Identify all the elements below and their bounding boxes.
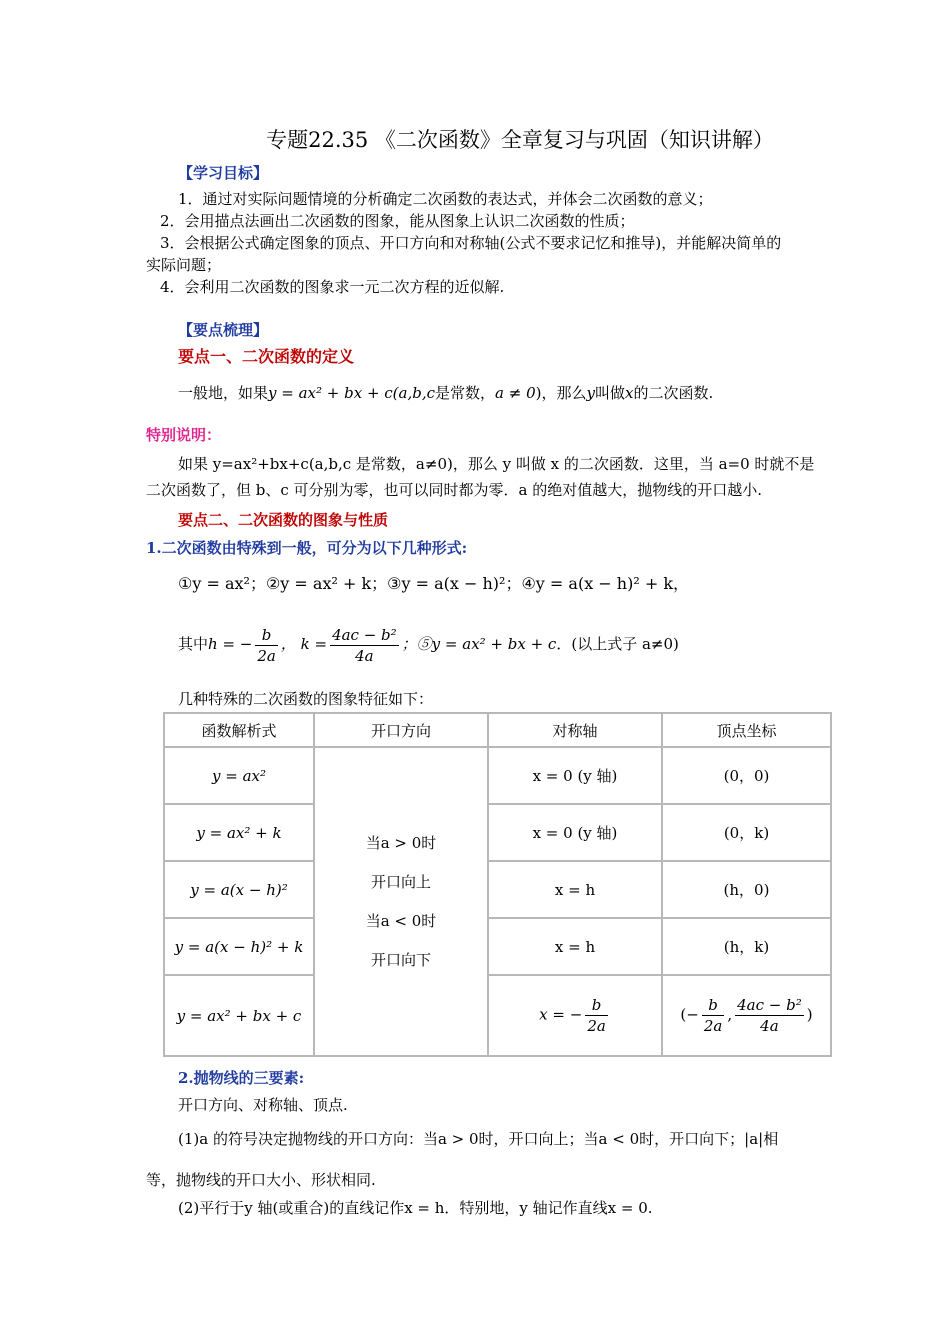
special-note-line-2: 二次函数了，但 b、c 可分别为零，也可以同时都为零．a 的绝对值越大，抛物线的开口越小. — [146, 481, 763, 499]
row-formula: y = a(x − h)² + k — [164, 918, 314, 975]
direction-line-2: 开口向上 — [370, 872, 431, 891]
direction-line-1: 当a > 0时 — [365, 833, 437, 852]
row-axis: x = h — [488, 918, 662, 975]
properties-table — [163, 712, 832, 1057]
row-axis: x = 0 (y 轴) — [488, 747, 662, 804]
header-vertex: 顶点坐标 — [662, 713, 831, 747]
table-intro: 几种特殊的二次函数的图象特征如下： — [178, 690, 434, 708]
direction-cell — [314, 747, 488, 1056]
goals-heading: 【学习目标】 — [178, 164, 269, 182]
forms-line: ①y = ax²；②y = ax² + k；③y = a(x − h)²；④y = a(x − h)² + k， — [178, 574, 690, 593]
row-vertex: (0，0) — [662, 747, 831, 804]
row-axis: x = − $\frac{b}{2a}$ — [488, 975, 662, 1056]
direction-line-4: 开口向下 — [370, 950, 431, 969]
table-row — [164, 918, 831, 975]
table-row — [164, 975, 831, 1056]
goal-item-1: 1．通过对实际问题情境的分析确定二次函数的表达式，并体会二次函数的意义； — [178, 190, 713, 208]
point2-heading: 要点二、二次函数的图象与性质 — [178, 511, 389, 529]
header-direction: 开口方向 — [314, 713, 488, 747]
table-row — [164, 861, 831, 918]
goal-item-2: 2．会用描点法画出二次函数的图象，能从图象上认识二次函数的性质； — [160, 212, 635, 230]
header-axis: 对称轴 — [488, 713, 662, 747]
table-row — [164, 804, 831, 861]
row-vertex: (h，0) — [662, 861, 831, 918]
page-title: 专题22.35 《二次函数》全章复习与巩固（知识讲解） — [266, 128, 774, 152]
point1-heading: 要点一、二次函数的定义 — [178, 347, 355, 366]
row-vertex: (0，k) — [662, 804, 831, 861]
row-formula: y = ax² + k — [164, 804, 314, 861]
goal-item-4: 4．会利用二次函数的图象求一元二次方程的近似解. — [160, 278, 505, 296]
row-formula: y = a(x − h)² — [164, 861, 314, 918]
item-1-line-2: 等，抛物线的开口大小、形状相同. — [146, 1171, 376, 1189]
point1-definition: 一般地，如果y = ax² + bx + c(a,b,c是常数，a ≠ 0)，那么y叫做x的二次函数. — [178, 384, 714, 402]
row-axis: x = 0 (y 轴) — [488, 804, 662, 861]
forms-subheading: 1.二次函数由特殊到一般，可分为以下几种形式: — [146, 539, 468, 557]
row-formula: y = ax² + bx + c — [164, 975, 314, 1056]
row-formula: y = ax² — [164, 747, 314, 804]
goal-item-3-cont: 实际问题； — [146, 256, 222, 274]
row-axis: x = h — [488, 861, 662, 918]
summary-heading: 【要点梳理】 — [178, 321, 269, 339]
table-row — [164, 747, 831, 804]
item-2: (2)平行于y 轴(或重合)的直线记作x = h．特别地，y 轴记作直线x = 0. — [178, 1199, 653, 1217]
header-formula: 函数解析式 — [164, 713, 314, 747]
row-vertex: (− $\frac{b}{2a}$ , $\frac{\text{4ac − b²}}{4a}$ ) — [662, 975, 831, 1056]
hk-formula-line: 其中h = − $\frac{b}{2a}$ ， k = $\frac{\text{4ac − b²}}{4a}$ ；⑤y = ax² + bx + c．(以上式子 a≠0) — [178, 625, 679, 665]
three-elements-heading: 2.抛物线的三要素: — [178, 1069, 305, 1087]
row-vertex: (h，k) — [662, 918, 831, 975]
direction-line-3: 当a < 0时 — [365, 911, 437, 930]
three-elements-text: 开口方向、对称轴、顶点. — [178, 1096, 348, 1114]
special-note-heading: 特别说明： — [146, 426, 222, 444]
item-1-line-1: (1)a 的符号决定抛物线的开口方向：当a > 0时，开口向上；当a < 0时，开口向下；|a|相 — [178, 1130, 779, 1148]
special-note-line-1: 如果 y=ax²+bx+c(a,b,c 是常数，a≠0)，那么 y 叫做 x 的二次函数．这里，当 a=0 时就不是 — [178, 455, 815, 473]
goal-item-3: 3．会根据公式确定图象的顶点、开口方向和对称轴(公式不要求记忆和推导)，并能解决简单的 — [160, 234, 782, 252]
